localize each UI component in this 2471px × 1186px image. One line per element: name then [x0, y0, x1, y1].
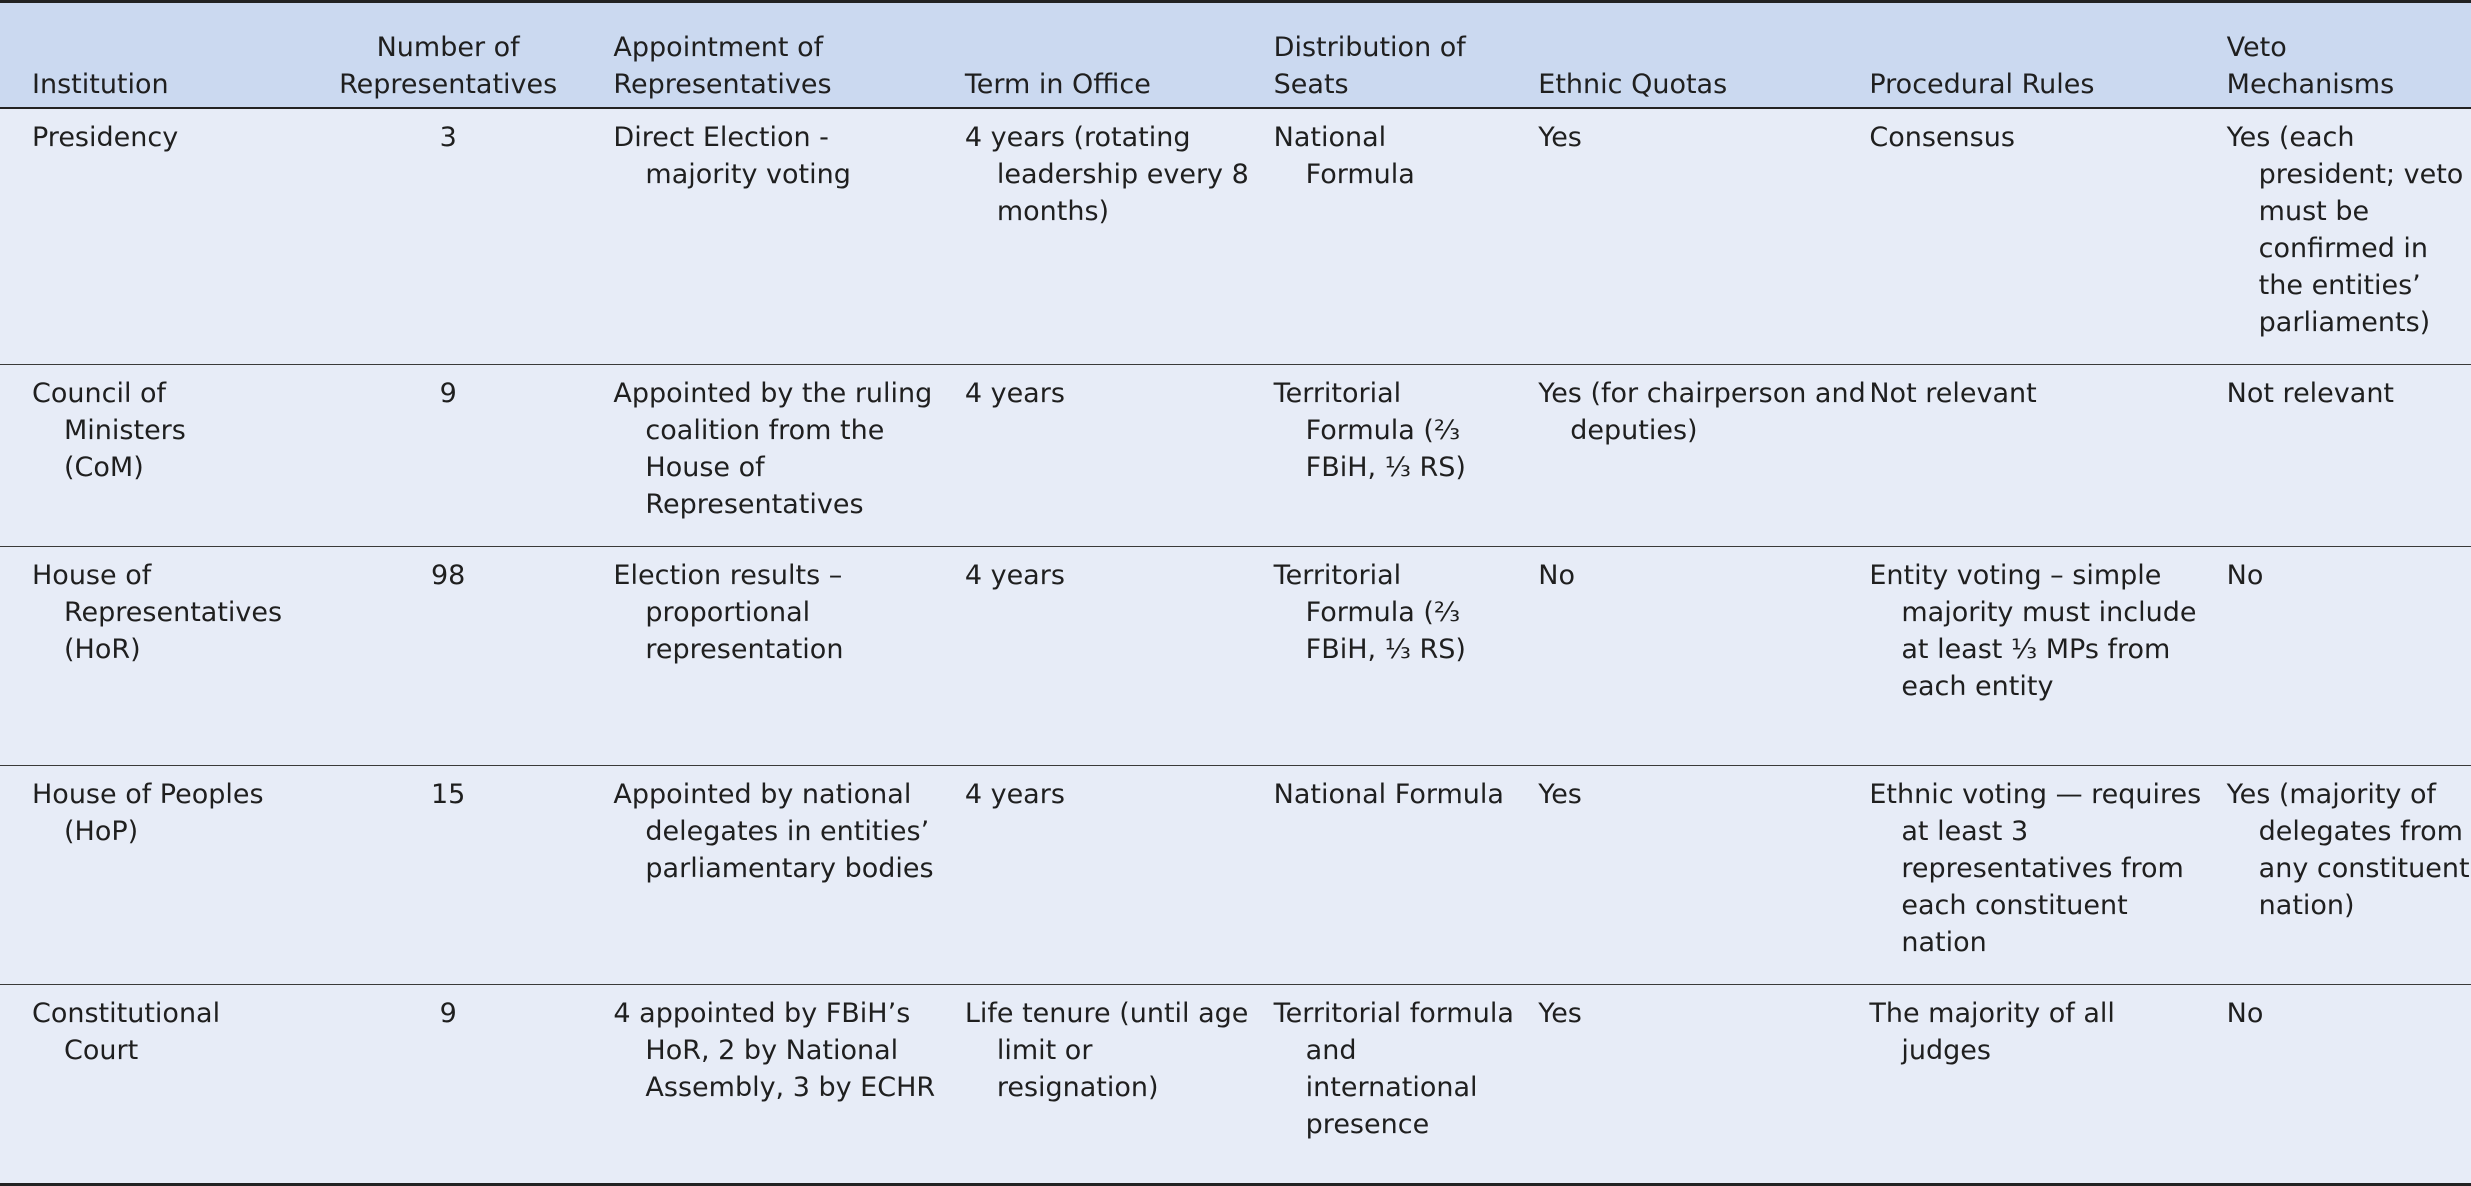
cell-appointment: 4 appointed by FBiH’s HoR, 2 by National Assembly, 3 by ECHR — [613, 997, 936, 1103]
cell-quotas: Yes — [1538, 122, 1582, 153]
column-header-quotas: Ethnic Quotas — [1538, 69, 1728, 100]
cell-term: 4 years (rotating leadership every 8 months) — [964, 122, 1249, 227]
cell-term: Life tenure (until age limit or resignation) — [964, 997, 1249, 1103]
cell-rules: The majority of all judges — [1869, 997, 2115, 1066]
cell-term: 4 years — [964, 377, 1065, 409]
table-row — [0, 364, 2471, 546]
cell-quotas: Yes — [1538, 997, 1582, 1029]
cell-term: 4 years — [964, 778, 1065, 810]
cell-institution: Presidency — [32, 122, 179, 153]
cell-distribution: Territorial Formula (⅔ FBiH, ⅓ RS) — [1273, 559, 1466, 665]
cell-institution: House of Peoples (HoP) — [32, 778, 264, 847]
cell-term: 4 years — [964, 559, 1065, 591]
table-row — [0, 546, 2471, 765]
cell-distribution: National Formula — [1273, 122, 1415, 190]
cell-distribution: Territorial Formula (⅔ FBiH, ⅓ RS) — [1273, 377, 1466, 483]
column-header-rules: Procedural Rules — [1869, 69, 2095, 100]
cell-number: 9 — [439, 377, 457, 409]
cell-veto: No — [2226, 559, 2264, 591]
cell-appointment: Election results – proportional representation — [613, 559, 844, 665]
cell-quotas: Yes — [1538, 778, 1582, 810]
column-header-distribution: Distribution of Seats — [1273, 32, 1466, 100]
cell-number: 3 — [439, 122, 457, 153]
cell-distribution: National Formula — [1273, 778, 1504, 810]
cell-distribution: Territorial formula and international presence — [1273, 997, 1514, 1140]
cell-appointment: Appointed by the ruling coalition from the House of Representatives — [613, 377, 933, 520]
column-header-term: Term in Office — [964, 69, 1151, 100]
cell-quotas: No — [1538, 559, 1575, 591]
cell-rules: Not relevant — [1869, 377, 2037, 409]
table-row — [0, 984, 2471, 1184]
cell-appointment: Appointed by national delegates in entities’ parliamentary bodies — [613, 778, 934, 884]
cell-rules: Ethnic voting — requires at least 3 representatives from each constituent nation — [1869, 778, 2202, 958]
column-header-veto: Veto Mechanisms — [2226, 32, 2395, 100]
table-header-row — [0, 2, 2471, 109]
cell-rules: Entity voting – simple majority must include at least ⅓ MPs from each entity — [1869, 559, 2197, 702]
cell-institution: Council of Ministers (CoM) — [32, 377, 186, 483]
cell-number: 9 — [439, 997, 457, 1029]
column-header-appointment: Appointment of Representatives — [613, 32, 832, 100]
cell-number: 98 — [430, 559, 466, 591]
table-row — [0, 108, 2471, 364]
cell-number: 15 — [430, 778, 466, 810]
table-row — [0, 765, 2471, 984]
column-header-institution: Institution — [32, 69, 169, 100]
cell-veto: Not relevant — [2226, 377, 2395, 409]
column-header-number: Number of Representatives — [339, 32, 558, 100]
cell-veto: Yes (majority of delegates from any constituent nation) — [2226, 778, 2470, 921]
cell-quotas: Yes (for chairperson and deputies) — [1538, 377, 1866, 446]
cell-institution: House of Representatives (HoR) — [32, 559, 283, 665]
cell-veto: Yes (each president; veto must be confirmed in the entities’ parliaments) — [2226, 122, 2464, 338]
cell-rules: Consensus — [1869, 122, 2015, 153]
cell-institution: Constitutional Court — [32, 997, 221, 1066]
cell-appointment: Direct Election - majority voting — [613, 122, 851, 190]
cell-veto: No — [2226, 997, 2264, 1029]
